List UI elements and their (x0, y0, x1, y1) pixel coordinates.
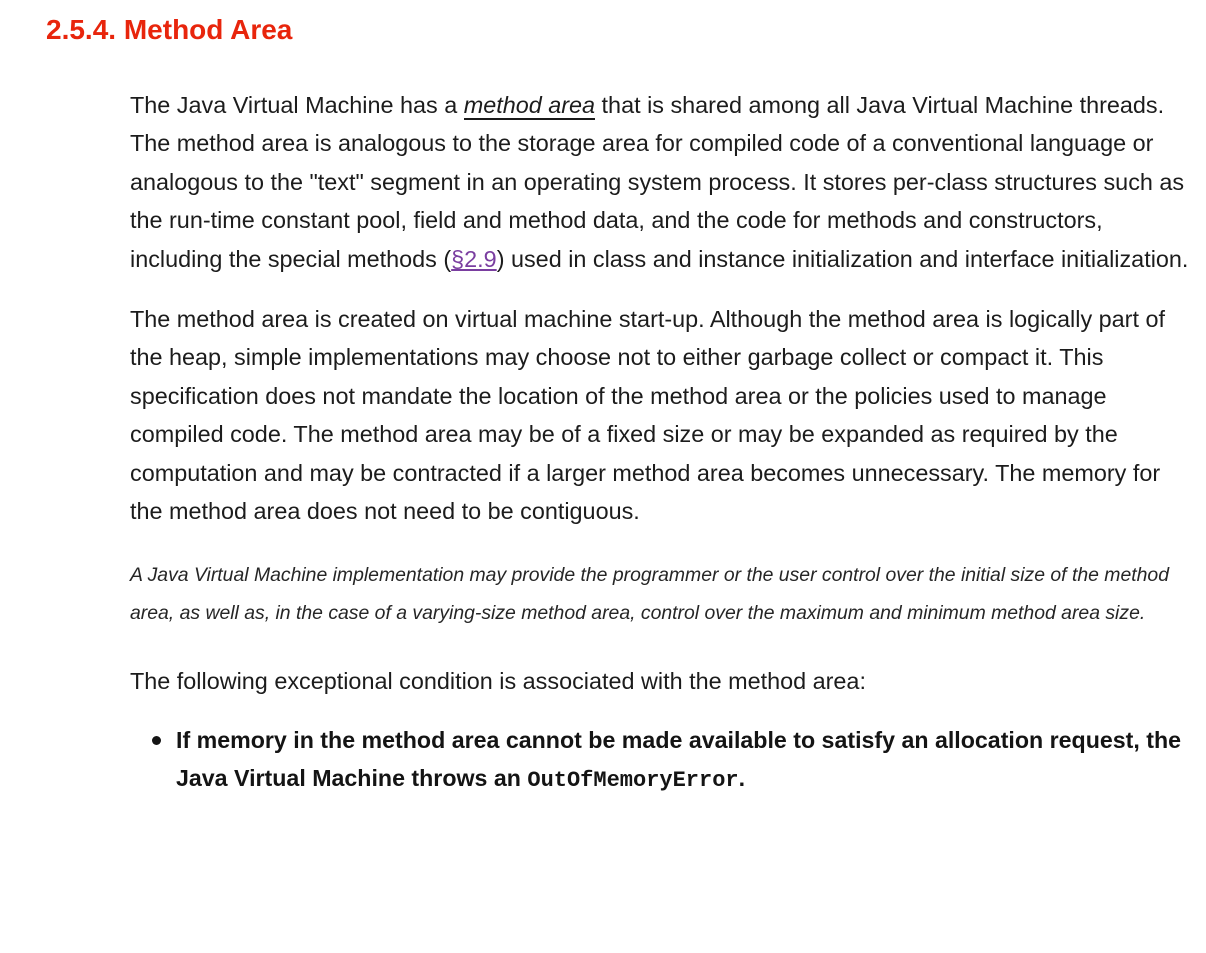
bullet-icon (152, 736, 161, 745)
section-title (46, 14, 292, 46)
exception-text: If memory in the method area cannot be made available to satisfy an allocation request, the Java Virtual Machine throws an (176, 726, 1182, 792)
paragraph-text: that is shared among all Java Virtual Machine threads. The method area is analogous to the storage area for co (130, 92, 1165, 157)
implementation-note: A Java Virtual Machine implementation may provide the programmer or the user control over the initial size of the method area, as well as, in the case of a varying-size method area, control over the maximum and minimum method area size. (130, 564, 1169, 625)
paragraph-text: The Java Virtual Machine has a (130, 92, 464, 118)
term-method-area: method area (463, 92, 596, 118)
paragraph-method-area-creation: The method area is created on virtual machine start-up. Although the method area is logically part of the heap, simple implementations may choose not to either garbage collect or compact it. This specification does not mandate the location of the method area or the policies used to manage compiled code. The method area may be of a fixed size or may be expanded as required by the computation and may be contracted if a larger method area becomes unnecessary. The memory for the method area does not need to be contiguous. (130, 306, 1165, 525)
out-of-memory-error-code: OutOfMemoryError (527, 768, 739, 794)
exception-suffix: . (738, 765, 746, 792)
section-content (130, 86, 1190, 801)
list-item (130, 721, 1190, 801)
paragraph-text: ) used in class and instance initialization and interface initialization. (496, 245, 1189, 272)
paragraph-method-area-definition (130, 86, 1190, 278)
paragraph-exception-intro: The following exceptional condition is associated with the method area: (130, 668, 866, 695)
section-number: 2.5.4. (46, 14, 117, 45)
section-title-text: Method Area (123, 14, 293, 45)
section-2-9-link[interactable]: §2.9 (451, 245, 497, 272)
exception-list (130, 721, 1190, 801)
paragraph-text: mpiled code of a conventional language or analogous to the "text" segment in an operating system process. It stores per-class structures such as the run-time constant pool, field and method data, and the code for methods and constructors, including the special methods ( (130, 130, 1185, 272)
